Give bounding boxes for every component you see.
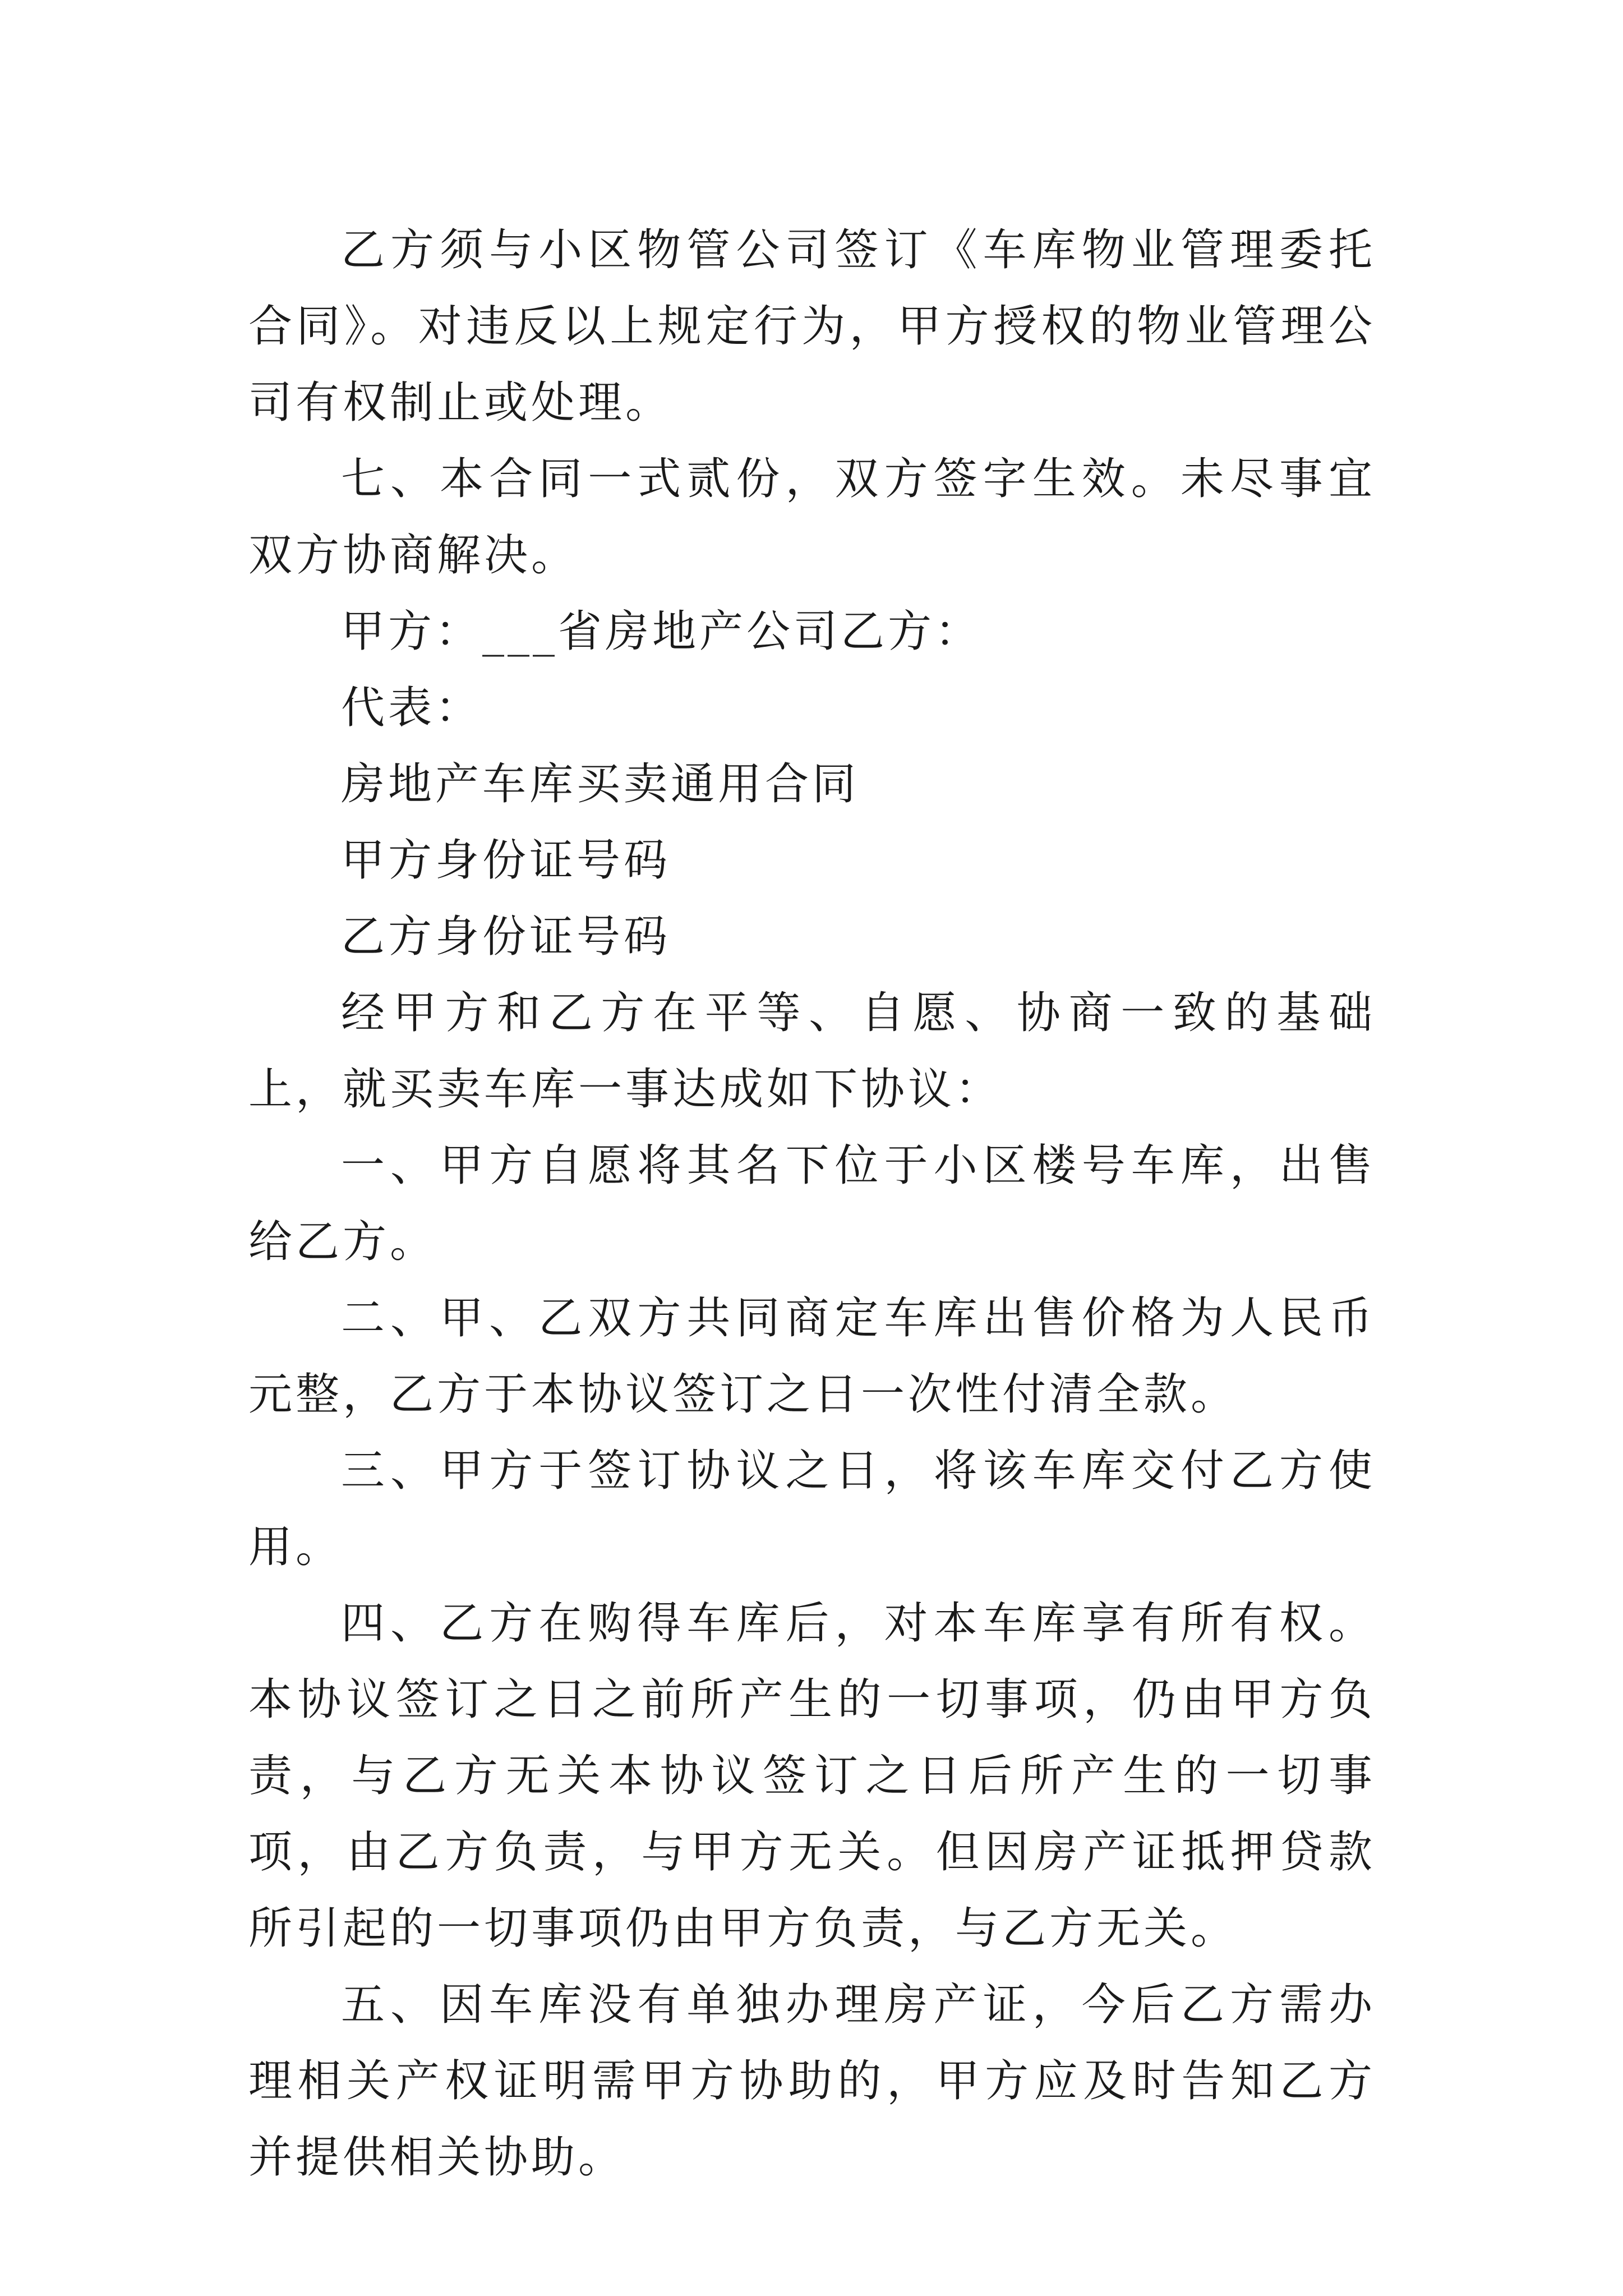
paragraph-clause-four: 四、乙方在购得车库后，对本车库享有所有权。本协议签订之日之前所产生的一切事项，仍由甲方负责，与乙方无关本协议签订之日后所产生的一切事项，由乙方负责，与甲方无关。但因房产证抵押贷款所引起的一切事项仍由甲方负责，与乙方无关。 [248,1598,1376,1954]
paragraph-clause-one: 一、甲方自愿将其名下位于小区楼号车库，出售给乙方。 [248,1140,1376,1267]
party-b-id-line: 乙方身份证号码 [341,912,671,962]
paragraph-clause-three: 三、甲方于签订协议之日，将该车库交付乙方使用。 [248,1446,1376,1572]
paragraph-representative: 代表： [341,683,483,733]
paragraph-clause-five: 五、因车库没有单独办理房产证，今后乙方需办理相关产权证明需甲方协助的，甲方应及时告知乙方并提供相关协助。 [248,1980,1376,2183]
paragraph-party-a-signature: 甲方：___省房地产公司乙方： [341,606,983,657]
contract-title: 房地产车库买卖通用合同 [341,759,860,809]
paragraph-clause-two: 二、甲、乙双方共同商定车库出售价格为人民币元整，乙方于本协议签订之日一次性付清全款。 [248,1293,1376,1420]
paragraph-preamble: 经甲方和乙方在平等、自愿、协商一致的基础上，就买卖车库一事达成如下协议： [248,988,1376,1115]
paragraph-property-management: 乙方须与小区物管公司签订《车库物业管理委托合同》。对违反以上规定行为，甲方授权的物业管理公司有权制止或处理。 [248,225,1376,428]
document-body [248,212,1376,2196]
party-a-id-line: 甲方身份证号码 [341,835,671,886]
paragraph-clause-seven: 七、本合同一式贰份，双方签字生效。未尽事宜双方协商解决。 [248,454,1376,581]
